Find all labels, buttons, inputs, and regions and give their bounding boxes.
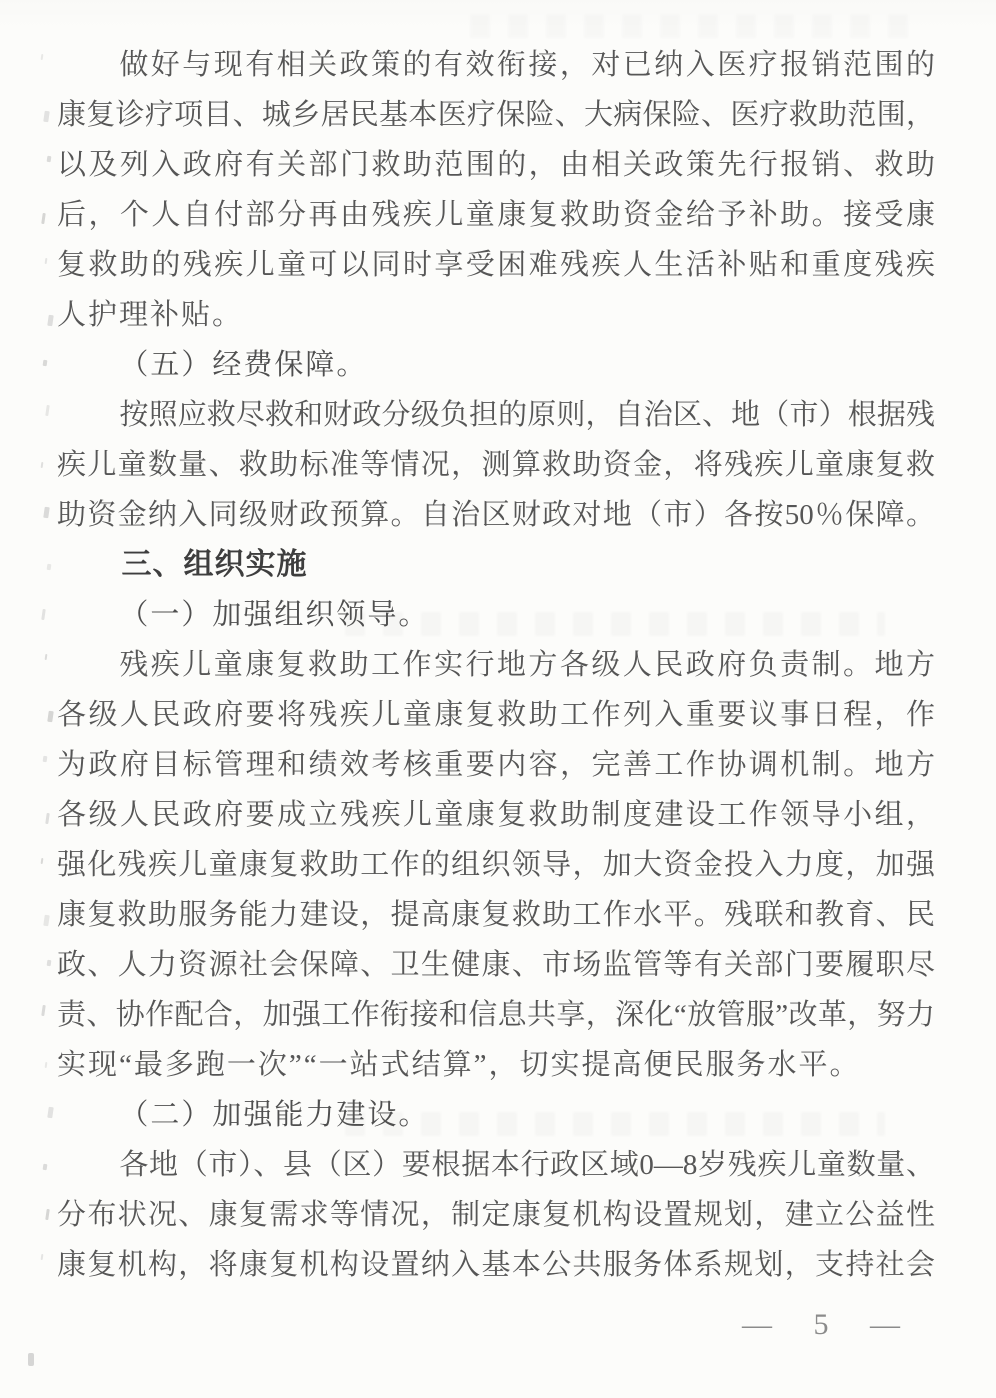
scan-artifact [45, 813, 50, 824]
text-line: 康复机构，将康复机构设置纳入基本公共服务体系规划，支持社会 [57, 1249, 935, 1281]
scan-artifact [28, 1353, 34, 1366]
text-line: 人护理补贴。 [57, 299, 244, 331]
scan-ghost-row [470, 14, 920, 38]
scan-artifact [45, 1209, 50, 1220]
text-line: 实现“最多跑一次”“一站式结算”，切实提高便民服务水平。 [57, 1049, 861, 1081]
text-line: 责、协作配合，加强工作衔接和信息共享，深化“放管服”改革，努力 [57, 999, 935, 1031]
scan-artifact [43, 915, 49, 927]
text-line: 政、人力资源社会保障、卫生健康、市场监管等有关部门要履职尽 [57, 949, 935, 981]
text-line: 为政府目标管理和绩效考核重要内容，完善工作协调机制。地方 [57, 749, 935, 781]
text-line: 康复诊疗项目、城乡居民基本医疗保险、大病保险、医疗救助范围， [57, 99, 935, 131]
sub-section-heading: （二）加强能力建设。 [119, 1099, 430, 1131]
text-line: 各级人民政府要成立残疾儿童康复救助制度建设工作领导小组， [57, 799, 935, 831]
scan-artifact [43, 1164, 48, 1170]
text-line: 各级人民政府要将残疾儿童康复救助工作列入重要议事日程，作 [57, 699, 935, 731]
sub-section-heading: （一）加强组织领导。 [119, 599, 430, 631]
scan-artifact [41, 54, 44, 60]
scan-artifact [47, 1107, 53, 1119]
text-line: 后，个人自付部分再由残疾儿童康复救助资金给予补助。接受康 [57, 199, 935, 231]
scan-artifact [41, 462, 44, 468]
scan-artifact [41, 609, 46, 620]
scan-artifact [47, 960, 52, 966]
scan-artifact [45, 405, 50, 416]
scan-artifact [45, 1062, 48, 1068]
text-line: 以及列入政府有关部门救助范围的，由相关政策先行报销、救助 [57, 149, 935, 181]
text-line: 做好与现有相关政策的有效衔接，对已纳入医疗报销范围的 [119, 49, 935, 81]
scan-artifact [45, 258, 48, 264]
page-number: — 5 — [742, 1308, 904, 1341]
text-line: 疾儿童数量、救助标准等情况，测算救助资金，将残疾儿童康复救 [57, 449, 935, 481]
scan-artifact [43, 111, 49, 123]
text-line: 按照应救尽救和财政分级负担的原则，自治区、地（市）根据残 [119, 399, 935, 431]
scan-artifact [41, 1005, 46, 1016]
scan-artifact [41, 213, 46, 224]
text-line: 分布状况、康复需求等情况，制定康复机构设置规划，建立公益性 [57, 1199, 935, 1231]
text-line: 残疾儿童康复救助工作实行地方各级人民政府负责制。地方 [119, 649, 935, 681]
scan-artifact [43, 360, 48, 366]
text-line: 康复救助服务能力建设，提高康复救助工作水平。残联和教育、民 [57, 899, 935, 931]
scan-artifact [43, 507, 49, 519]
scan-artifact [45, 654, 48, 660]
document-body [57, 40, 935, 1290]
scan-artifact [47, 711, 53, 723]
scan-artifact [47, 564, 52, 570]
sub-section-heading: （五）经费保障。 [119, 349, 368, 381]
text-line: 复救助的残疾儿童可以同时享受困难残疾人生活补贴和重度残疾 [57, 249, 935, 281]
scan-artifact [41, 1254, 44, 1260]
scan-artifact [41, 858, 44, 864]
text-line: 助资金纳入同级财政预算。自治区财政对地（市）各按50％保障。 [57, 499, 935, 531]
scan-artifact [47, 315, 53, 327]
scan-artifact [47, 156, 52, 162]
section-heading: 三、组织实施 [121, 548, 308, 581]
text-line: 强化残疾儿童康复救助工作的组织领导，加大资金投入力度，加强 [57, 849, 935, 881]
scan-artifact [43, 756, 48, 762]
text-line: 各地（市）、县（区）要根据本行政区域0—8岁残疾儿童数量、 [119, 1149, 935, 1181]
